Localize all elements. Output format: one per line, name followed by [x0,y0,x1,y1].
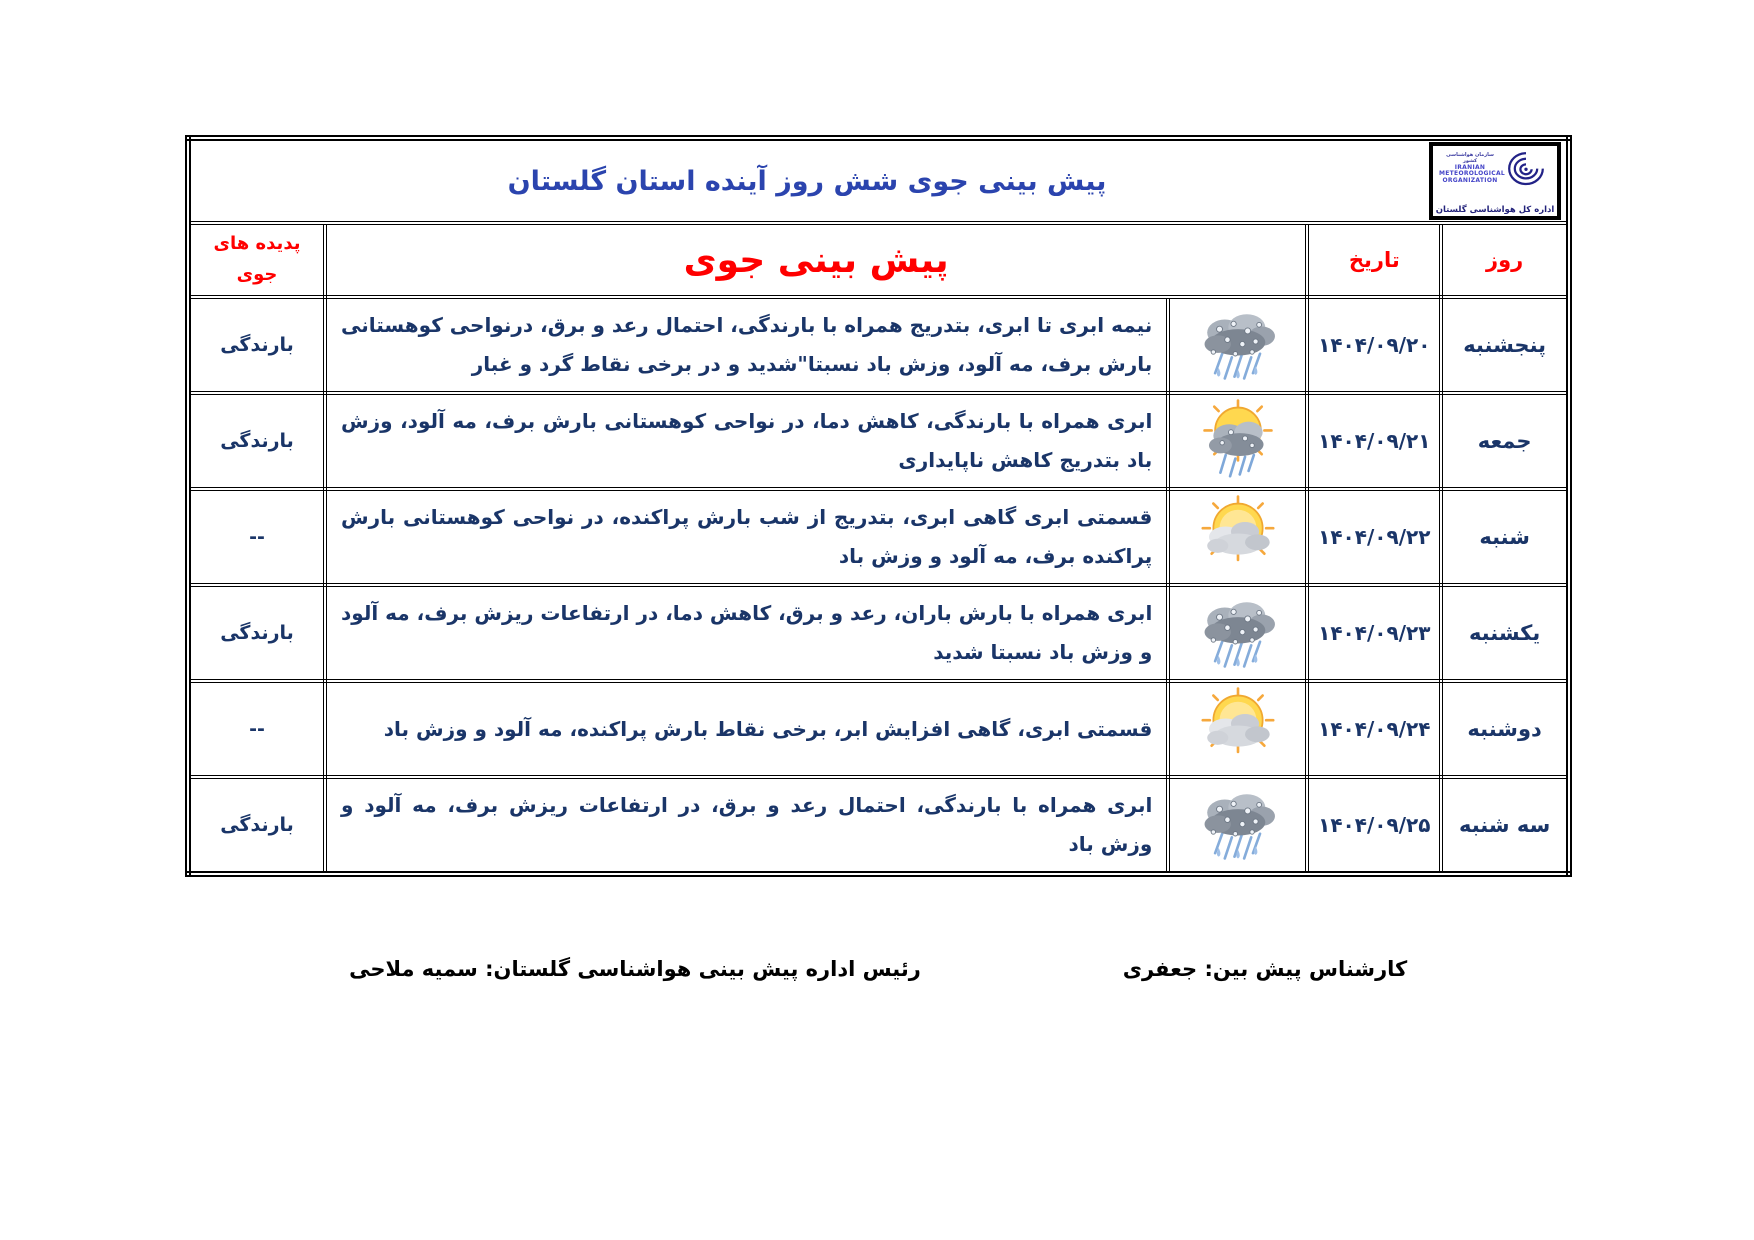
weather-icon [1179,395,1297,487]
forecast-cell: نیمه ابری تا ابری، بتدریج همراه با بارندگی، احتمال رعد و برق، درنواحی کوهستانی بارش برف، مه آلود، وزش باد نسبتا"شدید و در برخی نقاط گرد و غبار [325,297,1168,393]
date-cell: ۱۴۰۴/۰۹/۲۵ [1307,777,1441,874]
column-header-phenomena-line1: پدیده های [213,233,301,255]
weather-icon-cell [1168,777,1307,874]
day-cell: سه شنبه [1441,777,1569,874]
page-title: پیش بینی جوی شش روز آینده استان گلستان [507,165,1107,197]
forecast-row [188,297,1569,393]
weather-icon [1179,299,1297,391]
weather-icon-cell [1168,681,1307,777]
phenomena-cell: -- [188,681,325,777]
title-row [188,138,1569,223]
logo-org-en-3: ORGANIZATION [1442,177,1498,185]
title-cell [188,138,1569,223]
forecast-row [188,585,1569,681]
weather-icon-cell [1168,393,1307,489]
rain-cloud-icon [1186,781,1290,869]
date-cell: ۱۴۰۴/۰۹/۲۲ [1307,489,1441,585]
day-cell: دوشنبه [1441,681,1569,777]
date-cell: ۱۴۰۴/۰۹/۲۱ [1307,393,1441,489]
date-cell: ۱۴۰۴/۰۹/۲۳ [1307,585,1441,681]
sun-cloud-icon [1186,493,1290,581]
logo-caption: اداره کل هواشناسی گلستان [1435,205,1555,215]
forecast-cell: ابری همراه با بارندگی، احتمال رعد و برق، در ارتفاعات ریزش برف، مه آلود و وزش باد [325,777,1168,874]
weather-icon [1179,779,1297,871]
forecast-row [188,489,1569,585]
column-header-day: روز [1441,223,1569,297]
forecast-cell: ابری همراه با بارندگی، کاهش دما، در نواحی کوهستانی بارش برف، مه آلود، وزش باد بتدریج کاهش ناپایداری [325,393,1168,489]
rain-cloud-icon [1186,589,1290,677]
sun-rain-cloud-icon [1186,397,1290,485]
forecast-cell: قسمتی ابری، گاهی افزایش ابر، برخی نقاط بارش پراکنده، مه آلود و وزش باد [325,681,1168,777]
spiral-logo-icon [1501,149,1551,191]
rain-cloud-icon [1186,301,1290,389]
phenomena-cell: بارندگی [188,297,325,393]
logo-org-en-2: METEOROLOGICAL [1439,170,1506,178]
day-cell: پنجشنبه [1441,297,1569,393]
weather-icon-cell [1168,585,1307,681]
weather-icon [1179,683,1297,775]
weather-icon [1179,491,1297,583]
forecast-cell: ابری همراه با بارش باران، رعد و برق، کاهش دما، در ارتفاعات ریزش برف، مه آلود و وزش باد نسبتا شدید [325,585,1168,681]
forecast-row [188,393,1569,489]
phenomena-cell: بارندگی [188,393,325,489]
forecast-row [188,681,1569,777]
column-header-forecast: پیش بینی جوی [325,223,1307,297]
logo-org-fa: سازمان هواشناسی کشور [1446,152,1494,164]
weather-icon-cell [1168,297,1307,393]
logo-text-block [1439,149,1506,185]
column-header-date: تاریخ [1307,223,1441,297]
phenomena-cell: -- [188,489,325,585]
date-cell: ۱۴۰۴/۰۹/۲۴ [1307,681,1441,777]
day-cell: جمعه [1441,393,1569,489]
logo-org-en-1: IRANIAN [1454,163,1486,171]
forecast-cell: قسمتی ابری گاهی ابری، بتدریج از شب بارش پراکنده، در نواحی کوهستانی بارش پراکنده برف، مه آلود و وزش باد [325,489,1168,585]
date-cell: ۱۴۰۴/۰۹/۲۰ [1307,297,1441,393]
footer-head-of-office: رئیس اداره پیش بینی هواشناسی گلستان: سمیه ملاحی [349,957,921,981]
sun-cloud-icon [1186,685,1290,773]
forecast-table [185,135,1572,877]
met-org-logo [1429,142,1561,220]
column-header-row [188,223,1569,297]
day-cell: شنبه [1441,489,1569,585]
weather-icon [1179,587,1297,679]
column-header-phenomena-line2: جوی [236,264,278,285]
footer-forecaster: کارشناس پیش بین: جعفری [1122,957,1408,981]
phenomena-cell: بارندگی [188,777,325,874]
weather-icon-cell [1168,489,1307,585]
day-cell: یکشنبه [1441,585,1569,681]
column-header-phenomena [188,223,325,297]
forecast-row [188,777,1569,874]
phenomena-cell: بارندگی [188,585,325,681]
